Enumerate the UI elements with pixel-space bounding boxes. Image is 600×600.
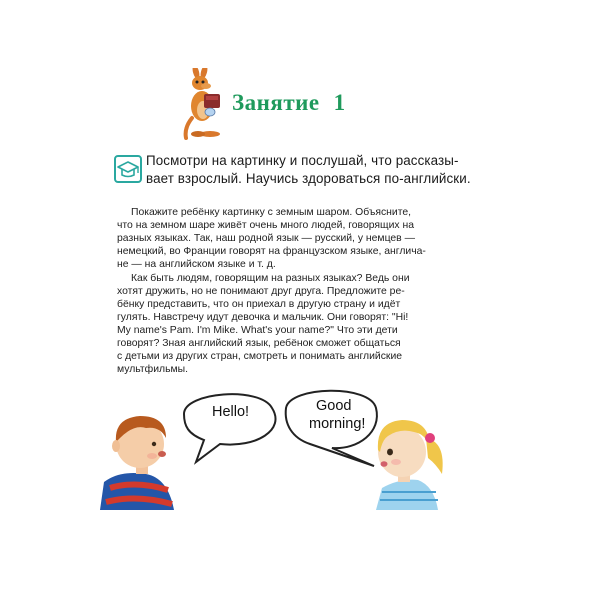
children-illustration bbox=[100, 378, 480, 510]
body-line-10: My name's Pam. I'm Mike. What's your name?" Что эти дети bbox=[117, 325, 398, 336]
task-line-2: вает взрослый. Научись здороваться по-английски. bbox=[146, 171, 471, 186]
body-line-13: мультфильмы. bbox=[117, 364, 188, 375]
boy-figure bbox=[100, 416, 174, 510]
lesson-title bbox=[232, 90, 346, 116]
body-line-8: бёнку представить, что он приехал в другую страну и идёт bbox=[117, 299, 401, 310]
body-line-11: говорят? Зная английский язык, ребёнок сможет общаться bbox=[117, 338, 401, 349]
body-line-4: немецкий, во Франции говорят на французском языке, англича- bbox=[117, 246, 426, 257]
kangaroo-mascot-icon bbox=[182, 68, 226, 140]
task-line-1: Посмотри на картинку и послушай, что рассказы- bbox=[146, 153, 459, 168]
body-line-5: не — на английском языке и т. д. bbox=[117, 259, 276, 270]
body-line-12: с детьми из других стран, смотреть и понимать английские bbox=[117, 351, 403, 362]
body-line-3: разных языках. Так, наш родной язык — русский, у немцев — bbox=[117, 233, 415, 244]
girl-figure bbox=[376, 420, 443, 510]
lesson-word: Занятие bbox=[232, 90, 320, 115]
graduation-cap-icon bbox=[114, 155, 142, 183]
girl-bubble-text-1: Good bbox=[316, 398, 352, 414]
body-line-1: Покажите ребёнку картинку с земным шаром. Объясните, bbox=[131, 207, 411, 218]
boy-bubble-text: Hello! bbox=[212, 404, 250, 420]
girl-bubble-text-2: morning! bbox=[309, 416, 366, 432]
lesson-number: 1 bbox=[333, 90, 346, 115]
body-line-2: что на земном шаре живёт очень много людей, говорящих на bbox=[117, 220, 414, 231]
body-line-9: гулять. Навстречу идут девочка и мальчик. Они говорят: "Hi! bbox=[117, 312, 409, 323]
body-line-6: Как быть людям, говорящим на разных языках? Ведь они bbox=[131, 273, 410, 284]
body-line-7: хотят дружить, но не понимают друг друга. Предложите ре- bbox=[117, 286, 405, 297]
